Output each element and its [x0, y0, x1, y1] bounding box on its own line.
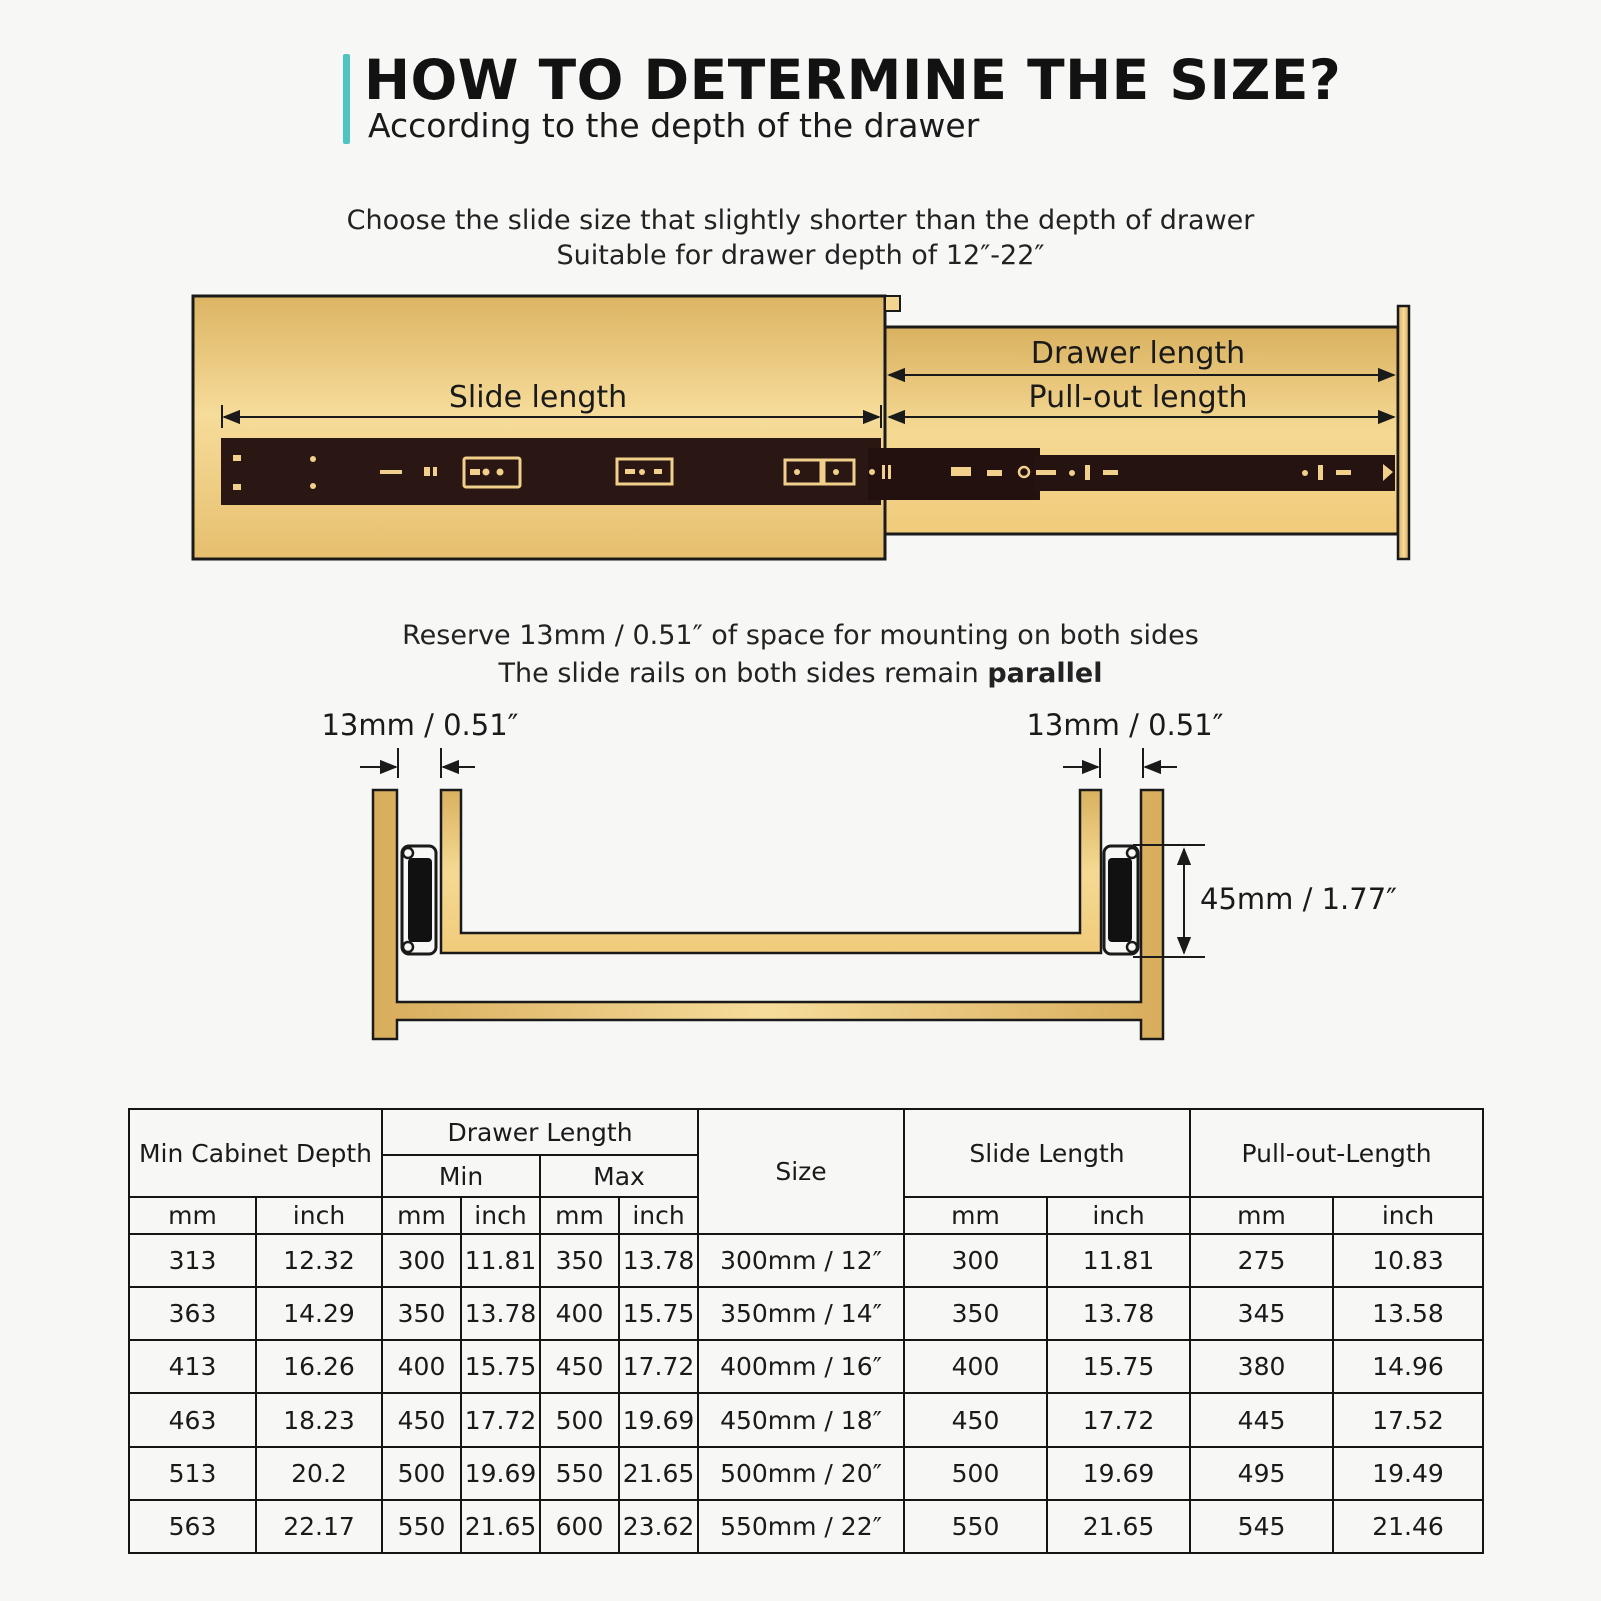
unit-header-mm: mm — [540, 1197, 619, 1234]
table-cell: 400 — [382, 1340, 461, 1393]
unit-header-mm: mm — [129, 1197, 256, 1234]
table-cell: 300 — [382, 1234, 461, 1287]
table-cell: 450 — [382, 1393, 461, 1446]
table-cell: 22.17 — [256, 1500, 382, 1553]
height-label: 45mm / 1.77″ — [1200, 882, 1398, 916]
size-spec-table — [128, 1108, 1484, 1554]
table-cell: 13.58 — [1333, 1287, 1483, 1340]
table-cell: 13.78 — [461, 1287, 540, 1340]
table-cell: 14.96 — [1333, 1340, 1483, 1393]
unit-header-mm: mm — [1190, 1197, 1333, 1234]
table-row — [129, 1287, 1483, 1340]
table-cell: 445 — [1190, 1393, 1333, 1446]
table-cell: 350mm / 14″ — [698, 1287, 904, 1340]
table-cell: 19.69 — [461, 1447, 540, 1500]
table-row — [129, 1393, 1483, 1446]
right-slide-profile — [1104, 846, 1138, 954]
header-drawer-length: Drawer Length — [382, 1109, 698, 1155]
table-cell: 350 — [540, 1234, 619, 1287]
unit-header-mm: mm — [904, 1197, 1047, 1234]
table-cell: 15.75 — [461, 1340, 540, 1393]
mounting-line-2 — [0, 658, 1601, 689]
table-cell: 19.69 — [619, 1393, 698, 1446]
pullout-length-label: Pull-out length — [1028, 380, 1248, 415]
intro-line-2: Suitable for drawer depth of 12″-22″ — [556, 240, 1045, 271]
table-cell: 19.69 — [1047, 1447, 1190, 1500]
table-cell: 15.75 — [1047, 1340, 1190, 1393]
table-cell: 500 — [382, 1447, 461, 1500]
mounting-parallel-emphasis: parallel — [987, 658, 1103, 689]
table-cell: 345 — [1190, 1287, 1333, 1340]
table-cell: 463 — [129, 1393, 256, 1446]
table-cell: 11.81 — [1047, 1234, 1190, 1287]
intro-line-1: Choose the slide size that slightly shorter than the depth of drawer — [346, 205, 1255, 236]
table-cell: 545 — [1190, 1500, 1333, 1553]
table-cell: 300mm / 12″ — [698, 1234, 904, 1287]
table-cell: 13.78 — [619, 1234, 698, 1287]
table-cell: 413 — [129, 1340, 256, 1393]
table-cell: 10.83 — [1333, 1234, 1483, 1287]
table-cell: 18.23 — [256, 1393, 382, 1446]
table-row — [129, 1447, 1483, 1500]
table-cell: 513 — [129, 1447, 256, 1500]
right-gap-label: 13mm / 0.51″ — [1026, 708, 1224, 742]
table-cell: 550 — [540, 1447, 619, 1500]
table-cell: 400mm / 16″ — [698, 1340, 904, 1393]
unit-header-inch: inch — [1333, 1197, 1483, 1234]
table-cell: 550 — [382, 1500, 461, 1553]
left-slide-profile — [402, 846, 436, 954]
table-row — [129, 1234, 1483, 1287]
table-cell: 300 — [904, 1234, 1047, 1287]
table-cell: 17.52 — [1333, 1393, 1483, 1446]
table-cell: 350 — [382, 1287, 461, 1340]
table-cell: 12.32 — [256, 1234, 382, 1287]
table-cell: 17.72 — [461, 1393, 540, 1446]
cabinet-cross-section — [373, 790, 1163, 1039]
table-cell: 563 — [129, 1500, 256, 1553]
page-title: HOW TO DETERMINE THE SIZE? — [364, 48, 1342, 112]
table-cell: 20.2 — [256, 1447, 382, 1500]
mounting-line-1: Reserve 13mm / 0.51″ of space for mounting on both sides — [402, 620, 1199, 651]
table-cell: 13.78 — [1047, 1287, 1190, 1340]
drawer-front-panel — [1398, 306, 1409, 559]
table-cell: 363 — [129, 1287, 256, 1340]
outer-rail — [221, 438, 881, 505]
cabinet-lip — [885, 296, 900, 311]
table-cell: 11.81 — [461, 1234, 540, 1287]
left-gap-label: 13mm / 0.51″ — [321, 708, 519, 742]
table-cell: 313 — [129, 1234, 256, 1287]
table-cell: 14.29 — [256, 1287, 382, 1340]
unit-header-inch: inch — [256, 1197, 382, 1234]
table-cell: 17.72 — [1047, 1393, 1190, 1446]
table-cell: 500mm / 20″ — [698, 1447, 904, 1500]
header-slide-length: Slide Length — [904, 1109, 1190, 1197]
table-row — [129, 1340, 1483, 1393]
page-subtitle: According to the depth of the drawer — [368, 106, 980, 145]
table-cell: 17.72 — [619, 1340, 698, 1393]
table-body — [129, 1234, 1483, 1553]
table-cell: 400 — [904, 1340, 1047, 1393]
table-cell: 19.49 — [1333, 1447, 1483, 1500]
table-cell: 495 — [1190, 1447, 1333, 1500]
header-drawer-max: Max — [540, 1155, 698, 1197]
unit-header-inch: inch — [1047, 1197, 1190, 1234]
table-cell: 16.26 — [256, 1340, 382, 1393]
header-min-cabinet-depth: Min Cabinet Depth — [129, 1109, 382, 1197]
slide-length-label: Slide length — [448, 380, 628, 415]
table-cell: 550mm / 22″ — [698, 1500, 904, 1553]
table-cell: 380 — [1190, 1340, 1333, 1393]
right-gap-dimension — [1063, 748, 1177, 778]
table-cell: 23.62 — [619, 1500, 698, 1553]
table-cell: 450 — [904, 1393, 1047, 1446]
cabinet-body — [193, 296, 885, 559]
header-size: Size — [698, 1109, 904, 1234]
unit-header-mm: mm — [382, 1197, 461, 1234]
drawer-length-label: Drawer length — [1030, 336, 1246, 371]
header-drawer-min: Min — [382, 1155, 540, 1197]
table-cell: 450mm / 18″ — [698, 1393, 904, 1446]
table-cell: 21.46 — [1333, 1500, 1483, 1553]
table-cell: 550 — [904, 1500, 1047, 1553]
table-row — [129, 1500, 1483, 1553]
mounting-line-2-text: The slide rails on both sides remain — [498, 658, 988, 689]
table-cell: 21.65 — [461, 1500, 540, 1553]
left-gap-dimension — [360, 748, 475, 778]
table-cell: 21.65 — [1047, 1500, 1190, 1553]
table-cell: 600 — [540, 1500, 619, 1553]
table-cell: 350 — [904, 1287, 1047, 1340]
unit-header-inch: inch — [461, 1197, 540, 1234]
table-cell: 500 — [904, 1447, 1047, 1500]
header-pullout-length: Pull-out-Length — [1190, 1109, 1483, 1197]
table-cell: 15.75 — [619, 1287, 698, 1340]
table-cell: 500 — [540, 1393, 619, 1446]
table-cell: 21.65 — [619, 1447, 698, 1500]
table-cell: 275 — [1190, 1234, 1333, 1287]
unit-header-inch: inch — [619, 1197, 698, 1234]
table-cell: 400 — [540, 1287, 619, 1340]
drawer-cross-section — [441, 790, 1101, 953]
table-cell: 450 — [540, 1340, 619, 1393]
